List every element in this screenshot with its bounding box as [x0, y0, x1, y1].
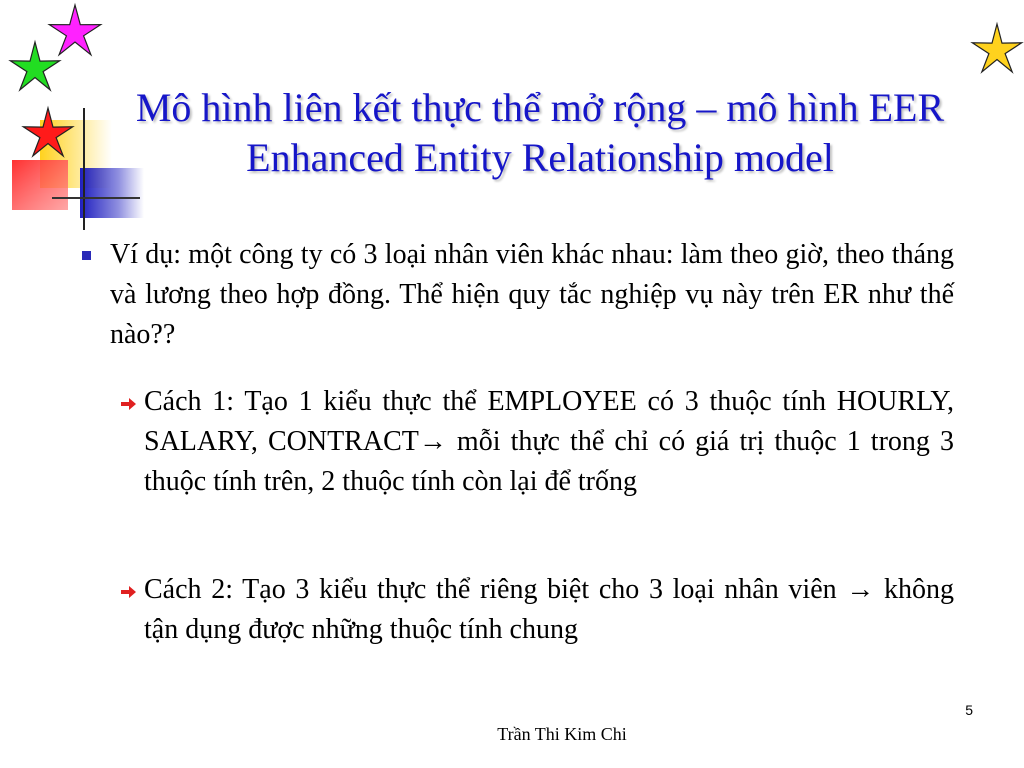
- star-icon: [972, 24, 1021, 72]
- sub-bullet-text: Cách 2: Tạo 3 kiểu thực thể riêng biệt cho 3 loại nhân viên → không tận dụng được những thuộc tính chung: [144, 574, 954, 645]
- slide-title: [60, 83, 1020, 183]
- sub-bullet-text: Cách 1: Tạo 1 kiểu thực thể EMPLOYEE có 3 thuộc tính HOURLY, SALARY, CONTRACT→ mỗi thực thể chỉ có giá trị thuộc 1 trong 3 thuộc tính trên, 2 thuộc tính còn lại để trống: [144, 386, 954, 497]
- arrow-bullet-icon: [121, 397, 137, 411]
- star-icon: [49, 5, 100, 55]
- footer-author: Trần Thi Kim Chi: [497, 724, 627, 744]
- square-bullet-icon: [82, 251, 91, 260]
- page-number: 5: [965, 702, 973, 718]
- star-icon: [10, 42, 59, 90]
- title-line-1: Mô hình liên kết thực thể mở rộng – mô hình EER: [135, 85, 945, 130]
- title-line-2: Enhanced Entity Relationship model: [246, 135, 834, 180]
- bullet-text: Ví dụ: một công ty có 3 loại nhân viên khác nhau: làm theo giờ, theo tháng và lương theo hợp đồng. Thể hiện quy tắc nghiệp vụ này trên ER như thế nào??: [110, 239, 954, 350]
- arrow-bullet-icon: [121, 585, 137, 599]
